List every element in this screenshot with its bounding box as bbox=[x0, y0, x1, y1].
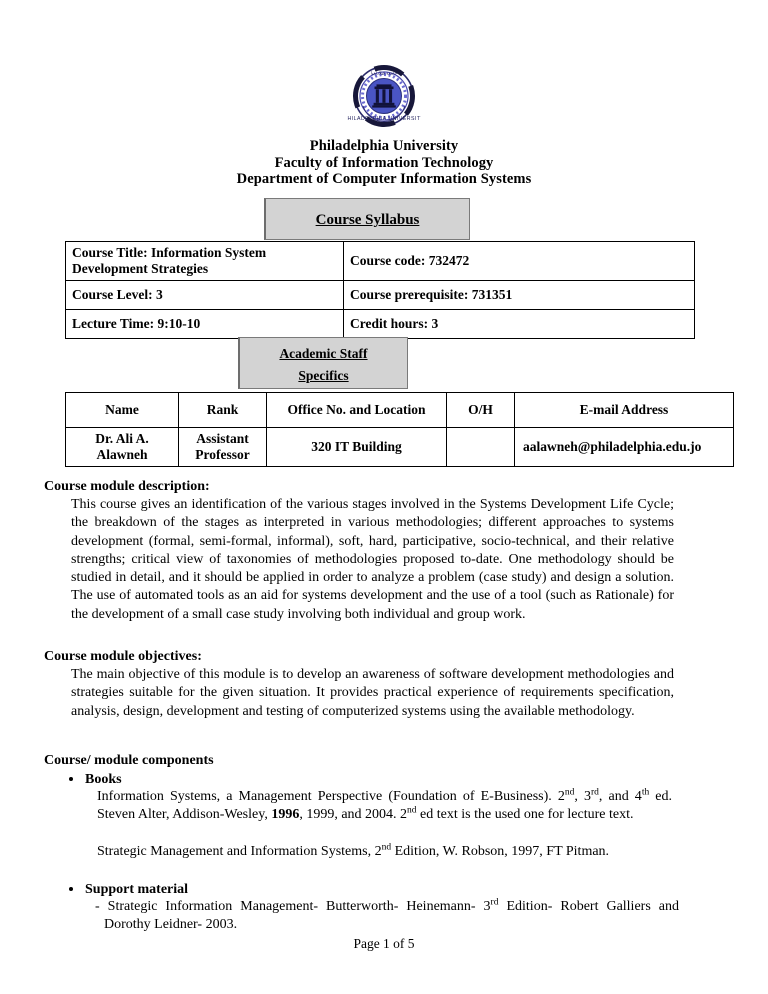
section-course-description bbox=[44, 478, 674, 624]
table-row bbox=[66, 242, 695, 281]
svg-text:PHILADELPHIA UNIVERSITY: PHILADELPHIA UNIVERSITY bbox=[347, 116, 421, 122]
header-rank: Rank bbox=[179, 393, 267, 428]
cell-staff-rank: Assistant Professor bbox=[179, 428, 267, 467]
list-item bbox=[85, 771, 674, 861]
table-row bbox=[66, 310, 695, 339]
book1-sup-d: nd bbox=[407, 805, 417, 816]
support-sup-a: rd bbox=[490, 897, 499, 908]
book2-text-a: Strategic Management and Information Systems, 2 bbox=[97, 843, 382, 859]
header-office: Office No. and Location bbox=[267, 393, 447, 428]
cell-staff-email bbox=[515, 428, 734, 467]
support-text-b: Edition- Robert Galliers and Dorothy Leidner- 2003. bbox=[104, 898, 679, 933]
section-course-components bbox=[44, 752, 679, 934]
section-course-objectives bbox=[44, 648, 674, 721]
bullet-dot-icon bbox=[69, 777, 73, 781]
header-office-hours: O/H bbox=[447, 393, 515, 428]
cell-credit-hours: Credit hours: 3 bbox=[344, 310, 695, 339]
table-row bbox=[66, 281, 695, 310]
academic-staff-title-box bbox=[238, 337, 408, 389]
book-entry-2 bbox=[97, 843, 672, 861]
heading-line-department: Department of Computer Information Systems bbox=[236, 171, 532, 188]
book1-text-b: , 3 bbox=[574, 789, 591, 804]
table-row bbox=[66, 428, 734, 467]
section-title: Course/ module components bbox=[44, 753, 214, 768]
svg-text:جامعة فيلادلفيا: جامعة فيلادلفيا bbox=[370, 70, 398, 76]
staff-email-text: aalawneh@philadelphia.edu.jo bbox=[523, 439, 702, 454]
section-title: Course module objectives: bbox=[44, 649, 202, 664]
cell-course-prerequisite: Course prerequisite: 731351 bbox=[344, 281, 695, 310]
support-entry-1 bbox=[95, 898, 679, 935]
book1-year-bold: 1996 bbox=[271, 807, 300, 823]
table-header-row bbox=[66, 393, 734, 428]
book1-sup-a: nd bbox=[564, 787, 575, 798]
cell-course-level: Course Level: 3 bbox=[66, 281, 344, 310]
book1-text-d: ed. Steven Alter, Addison-Wesley, bbox=[97, 789, 673, 823]
cell-course-title: Course Title: Information System Development Strategies bbox=[66, 242, 344, 281]
institution-heading bbox=[0, 138, 768, 188]
heading-line-faculty: Faculty of Information Technology bbox=[274, 154, 494, 171]
bullet-label-books: Books bbox=[85, 772, 122, 787]
section-title: Course module description: bbox=[44, 479, 210, 494]
heading-line-university: Philadelphia University bbox=[309, 138, 459, 154]
bullet-dot-icon bbox=[69, 887, 73, 891]
academic-staff-title-line2: Specifics bbox=[298, 368, 349, 383]
university-seal-icon bbox=[347, 63, 421, 130]
cell-lecture-time: Lecture Time: 9:10-10 bbox=[66, 310, 344, 339]
course-info-table bbox=[65, 241, 695, 339]
book1-sup-c: th bbox=[641, 787, 650, 798]
course-syllabus-title: Course Syllabus bbox=[315, 212, 420, 228]
cell-staff-office-hours bbox=[447, 428, 515, 467]
book1-text-e: , 1999, and 2004. 2 bbox=[299, 807, 408, 823]
book1-text-f: ed text is the used one for lecture text. bbox=[416, 807, 634, 823]
header-email: E-mail Address bbox=[515, 393, 734, 428]
book-entry-1 bbox=[97, 788, 672, 825]
bullet-label-support-material: Support material bbox=[85, 881, 189, 897]
academic-staff-title-line1: Academic Staff bbox=[279, 346, 368, 361]
university-logo-container bbox=[0, 63, 768, 130]
book1-text-a: Information Systems, a Management Perspective (Foundation of E-Business). 2 bbox=[97, 789, 565, 804]
support-text-a: - Strategic Information Management- Butterworth- Heinemann- 3 bbox=[95, 898, 491, 914]
header-name: Name bbox=[66, 393, 179, 428]
course-syllabus-title-box bbox=[264, 198, 470, 240]
book1-text-c: , and 4 bbox=[598, 789, 642, 804]
book2-text-b: Edition, W. Robson, 1997, FT Pitman. bbox=[391, 843, 610, 859]
list-item bbox=[85, 881, 679, 935]
paragraph-spacer bbox=[44, 861, 674, 879]
section-body: This course gives an identification of the various stages involved in the Systems Development Life Cycle; the breakdown of the stages as interpreted in various methodologies; different approaches to systems development (formal, semi-formal, informal), soft, hard, participative, socio-technical, and their relative strengths; critical view of taxonomies of methodologies proposed to-date. One methodology should be studied in detail, and it should be applied in order to analyze a problem (case study) and design a solution. The use of automated tools as an aid for systems development and the use of a tool (such as Rationale) for the development of a small case study involving both individual and group work. bbox=[71, 497, 674, 622]
book1-sup-b: rd bbox=[590, 787, 599, 798]
cell-staff-name: Dr. Ali A. Alawneh bbox=[66, 428, 179, 467]
page-number-label: Page 1 of 5 bbox=[353, 936, 415, 951]
book2-sup-a: nd bbox=[381, 841, 392, 852]
academic-staff-table bbox=[65, 392, 734, 467]
cell-staff-office: 320 IT Building bbox=[267, 428, 447, 467]
section-body: The main objective of this module is to develop an awareness of software development methodologies and strategies suitable for the given situation. It provides practical experience of requirements specification, analysis, design, development and testing of computerized systems using the available methodology. bbox=[71, 667, 674, 719]
cell-course-code: Course code: 732472 bbox=[344, 242, 695, 281]
paragraph-spacer bbox=[85, 825, 674, 843]
page-footer bbox=[0, 936, 768, 952]
